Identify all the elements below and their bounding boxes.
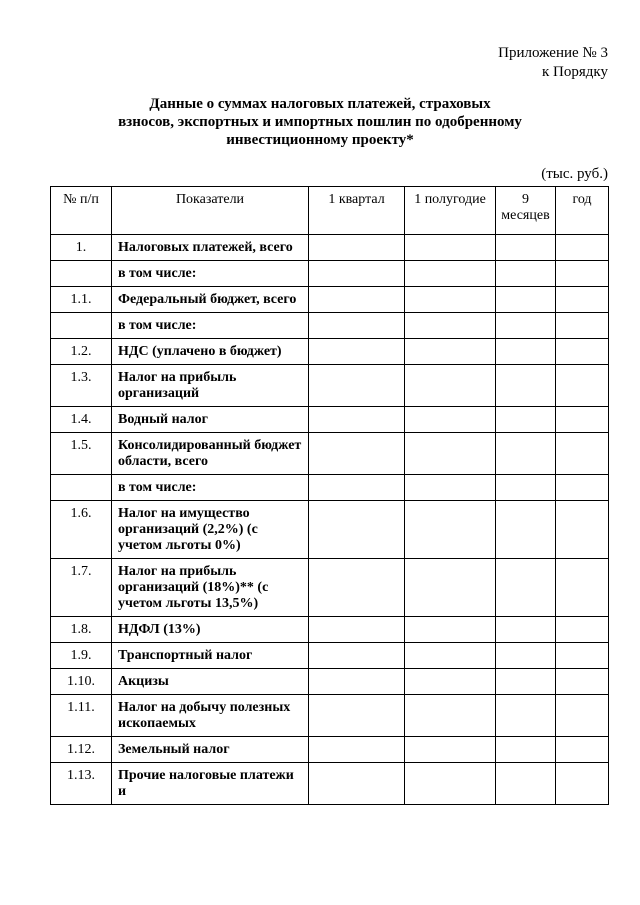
- cell-year: [556, 669, 609, 695]
- row-number: 1.12.: [51, 737, 112, 763]
- cell-nine-months: [496, 475, 556, 501]
- cell-half-year: [405, 475, 496, 501]
- row-indicator: Федеральный бюджет, всего: [112, 287, 309, 313]
- column-header-quarter: 1 квартал: [309, 187, 405, 235]
- row-number: 1.10.: [51, 669, 112, 695]
- cell-year: [556, 737, 609, 763]
- cell-nine-months: [496, 559, 556, 617]
- cell-year: [556, 433, 609, 475]
- row-indicator: Прочие налоговые платежи и: [112, 763, 309, 805]
- table-row: [51, 695, 609, 737]
- cell-quarter: [309, 617, 405, 643]
- row-number: 1.: [51, 235, 112, 261]
- cell-nine-months: [496, 433, 556, 475]
- row-number: 1.9.: [51, 643, 112, 669]
- row-number: 1.2.: [51, 339, 112, 365]
- cell-year: [556, 261, 609, 287]
- table-row: [51, 313, 609, 339]
- row-number: 1.11.: [51, 695, 112, 737]
- table-row: [51, 433, 609, 475]
- cell-half-year: [405, 313, 496, 339]
- cell-quarter: [309, 669, 405, 695]
- row-indicator: Консолидированный бюджет области, всего: [112, 433, 309, 475]
- cell-year: [556, 617, 609, 643]
- cell-half-year: [405, 261, 496, 287]
- cell-half-year: [405, 433, 496, 475]
- cell-year: [556, 339, 609, 365]
- table-row: [51, 235, 609, 261]
- cell-nine-months: [496, 669, 556, 695]
- cell-quarter: [309, 287, 405, 313]
- row-number: 1.8.: [51, 617, 112, 643]
- cell-half-year: [405, 643, 496, 669]
- cell-nine-months: [496, 313, 556, 339]
- cell-nine-months: [496, 407, 556, 433]
- row-indicator: Земельный налог: [112, 737, 309, 763]
- row-indicator: Налог на прибыль организаций: [112, 365, 309, 407]
- document-title: [90, 95, 550, 149]
- table-row: [51, 365, 609, 407]
- column-header-year: год: [556, 187, 609, 235]
- cell-half-year: [405, 669, 496, 695]
- cell-nine-months: [496, 763, 556, 805]
- cell-nine-months: [496, 737, 556, 763]
- table-row: [51, 287, 609, 313]
- cell-year: [556, 643, 609, 669]
- tax-payments-table: [50, 186, 609, 805]
- cell-year: [556, 235, 609, 261]
- table-header-row: [51, 187, 609, 235]
- cell-quarter: [309, 313, 405, 339]
- table-row: [51, 339, 609, 365]
- cell-half-year: [405, 695, 496, 737]
- cell-quarter: [309, 365, 405, 407]
- cell-quarter: [309, 763, 405, 805]
- cell-nine-months: [496, 261, 556, 287]
- column-header-nine-months: 9 месяцев: [496, 187, 556, 235]
- row-indicator: Налог на имущество организаций (2,2%) (с учетом льготы 0%): [112, 501, 309, 559]
- row-number: 1.5.: [51, 433, 112, 475]
- cell-nine-months: [496, 339, 556, 365]
- cell-half-year: [405, 365, 496, 407]
- title-line-2: взносов, экспортных и импортных пошлин по одобренному: [118, 114, 522, 130]
- table-row: [51, 643, 609, 669]
- cell-nine-months: [496, 287, 556, 313]
- cell-half-year: [405, 235, 496, 261]
- row-number: 1.6.: [51, 501, 112, 559]
- cell-year: [556, 501, 609, 559]
- row-number: 1.1.: [51, 287, 112, 313]
- cell-nine-months: [496, 501, 556, 559]
- table-row: [51, 737, 609, 763]
- row-indicator: Водный налог: [112, 407, 309, 433]
- row-number: 1.7.: [51, 559, 112, 617]
- cell-quarter: [309, 475, 405, 501]
- row-number: [51, 475, 112, 501]
- cell-half-year: [405, 559, 496, 617]
- cell-quarter: [309, 501, 405, 559]
- cell-year: [556, 695, 609, 737]
- table-row: [51, 475, 609, 501]
- cell-year: [556, 287, 609, 313]
- row-indicator: Налог на прибыль организаций (18%)** (с учетом льготы 13,5%): [112, 559, 309, 617]
- cell-quarter: [309, 643, 405, 669]
- row-indicator: в том числе:: [112, 261, 309, 287]
- table-row: [51, 559, 609, 617]
- cell-nine-months: [496, 695, 556, 737]
- table-row: [51, 407, 609, 433]
- row-indicator: Акцизы: [112, 669, 309, 695]
- row-indicator: в том числе:: [112, 313, 309, 339]
- cell-half-year: [405, 617, 496, 643]
- table-row: [51, 669, 609, 695]
- units-label: (тыс. руб.): [541, 166, 608, 182]
- cell-half-year: [405, 737, 496, 763]
- cell-year: [556, 365, 609, 407]
- row-indicator: Налоговых платежей, всего: [112, 235, 309, 261]
- appendix-reference: [498, 44, 608, 82]
- row-number: 1.13.: [51, 763, 112, 805]
- cell-nine-months: [496, 643, 556, 669]
- cell-year: [556, 407, 609, 433]
- cell-nine-months: [496, 365, 556, 407]
- row-indicator: в том числе:: [112, 475, 309, 501]
- cell-quarter: [309, 695, 405, 737]
- row-indicator: НДФЛ (13%): [112, 617, 309, 643]
- row-indicator: Транспортный налог: [112, 643, 309, 669]
- column-header-indicators: Показатели: [112, 187, 309, 235]
- cell-quarter: [309, 737, 405, 763]
- cell-year: [556, 313, 609, 339]
- cell-year: [556, 475, 609, 501]
- cell-quarter: [309, 339, 405, 365]
- row-number: [51, 313, 112, 339]
- table-row: [51, 501, 609, 559]
- cell-year: [556, 763, 609, 805]
- cell-quarter: [309, 559, 405, 617]
- table-row: [51, 261, 609, 287]
- appendix-order: к Порядку: [542, 64, 608, 80]
- title-line-1: Данные о суммах налоговых платежей, страховых: [149, 96, 491, 112]
- cell-half-year: [405, 501, 496, 559]
- cell-quarter: [309, 261, 405, 287]
- title-line-3: инвестиционному проекту*: [226, 132, 414, 148]
- column-header-number: № п/п: [51, 187, 112, 235]
- row-indicator: Налог на добычу полезных ископаемых: [112, 695, 309, 737]
- table-row: [51, 617, 609, 643]
- cell-quarter: [309, 407, 405, 433]
- row-number: 1.3.: [51, 365, 112, 407]
- cell-year: [556, 559, 609, 617]
- cell-half-year: [405, 407, 496, 433]
- cell-quarter: [309, 235, 405, 261]
- cell-nine-months: [496, 617, 556, 643]
- cell-half-year: [405, 763, 496, 805]
- row-indicator: НДС (уплачено в бюджет): [112, 339, 309, 365]
- cell-nine-months: [496, 235, 556, 261]
- appendix-number: Приложение № 3: [498, 45, 608, 61]
- cell-half-year: [405, 287, 496, 313]
- cell-half-year: [405, 339, 496, 365]
- column-header-half-year: 1 полугодие: [405, 187, 496, 235]
- cell-quarter: [309, 433, 405, 475]
- row-number: 1.4.: [51, 407, 112, 433]
- table-row: [51, 763, 609, 805]
- row-number: [51, 261, 112, 287]
